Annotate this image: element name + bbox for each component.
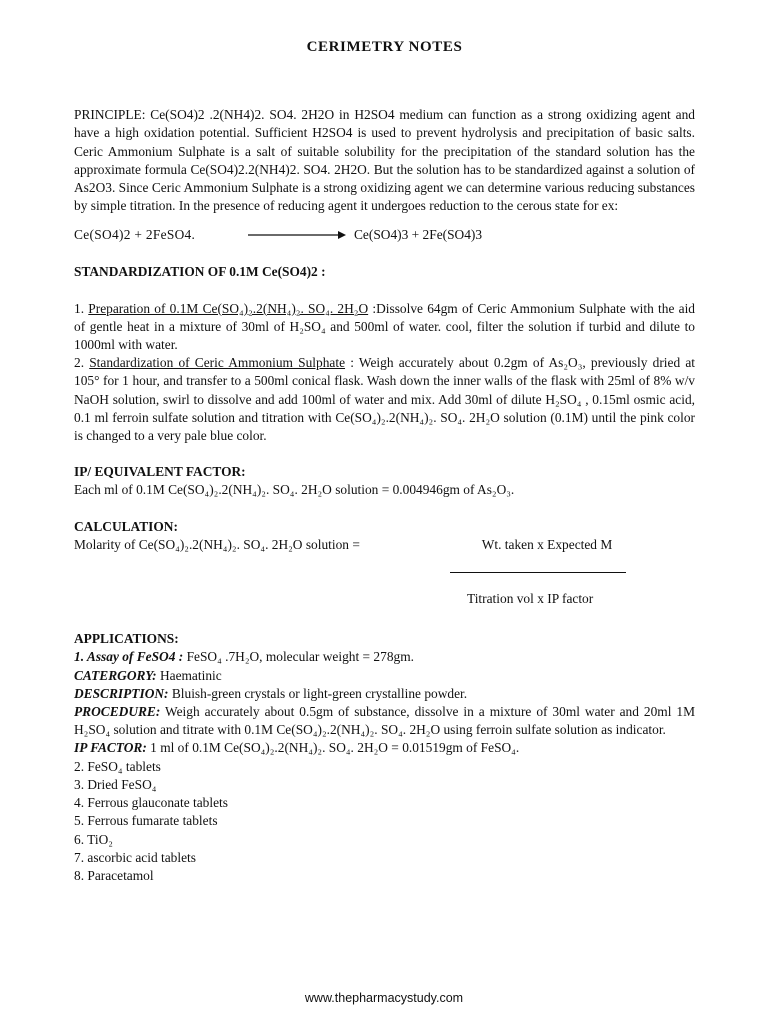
ip-factor-value: 1 ml of 0.1M Ce(SO₄)₂.2(NH₄)₂. SO₄. 2H₂O = 0.01519gm of FeSO₄. bbox=[146, 740, 520, 756]
procedure-label: PROCEDURE: bbox=[74, 704, 161, 720]
description-line bbox=[74, 685, 695, 703]
category-label: CATERGORY: bbox=[74, 667, 157, 683]
equation-products: Ce(SO4)3 + 2Fe(SO4)3 bbox=[354, 227, 483, 243]
list-item: 3. Dried FeSO₄ bbox=[74, 776, 157, 792]
preparation-title: Preparation of 0.1M Ce(SO₄)₂.2(NH₄)₂. SO₄. 2H₂O bbox=[88, 300, 369, 316]
ip-factor-line bbox=[74, 739, 695, 757]
equation-reactants: Ce(SO4)2 + 2FeSO4. bbox=[74, 227, 196, 243]
document-page bbox=[74, 38, 695, 885]
category-line bbox=[74, 667, 695, 685]
standardization-title: Standardization of Ceric Ammonium Sulphate bbox=[89, 355, 346, 371]
calculation-numerator: Wt. taken x Expected M bbox=[481, 536, 613, 552]
ip-factor-text: Each ml of 0.1M Ce(SO₄)₂.2(NH₄)₂. SO₄. 2H₂O solution = 0.004946gm of As₂O₃. bbox=[74, 482, 515, 498]
category-text: Haematinic bbox=[156, 667, 222, 683]
preparation-paragraph bbox=[74, 300, 695, 355]
fraction-line bbox=[450, 572, 626, 574]
list-item: 5. Ferrous fumarate tablets bbox=[74, 813, 218, 829]
list-item: 4. Ferrous glauconate tablets bbox=[74, 795, 228, 811]
calculation-formula bbox=[74, 536, 695, 554]
assay-line bbox=[74, 648, 695, 666]
assay-text: FeSO₄ .7H₂O, molecular weight = 278gm. bbox=[183, 649, 414, 665]
principle-paragraph: PRINCIPLE: Ce(SO4)2 .2(NH4)2. SO4. 2H2O in H2SO4 medium can function as a strong oxidizing agent and have a high oxidation potential. Sufficient H2SO4 is used to prevent hydrolysis and precipitation of basic salts. Ceric Ammonium Sulphate is a salt of suitable solubility for the precipitation of the standard solution has the approximate formula Ce(SO4)2.2(NH4)2. SO4. 2H2O. But the solution has to be standardized against a solution of As2O3. Since Ceric Ammonium Sulphate is a strong oxidizing agent we can determine various reducing substances by simple titration. In the presence of reducing agent it undergoes reduction to the cerous state for ex: bbox=[74, 107, 695, 214]
assay-label: 1. Assay of FeSO4 : bbox=[74, 649, 184, 665]
item-number: 2. bbox=[74, 355, 90, 371]
list-item: 7. ascorbic acid tablets bbox=[74, 849, 196, 865]
list-item: 2. FeSO₄ tablets bbox=[74, 758, 161, 774]
calculation-denominator: Titration vol x IP factor bbox=[467, 591, 594, 607]
list-item: 8. Paracetamol bbox=[74, 867, 154, 883]
document-title: CERIMETRY NOTES bbox=[306, 39, 463, 55]
item-number: 1. bbox=[74, 300, 89, 316]
calculation-heading: CALCULATION: bbox=[74, 518, 178, 534]
standardization-text: : Weigh accurately about 0.2gm of As₂O₃, previously dried at 105° for 1 hour, and transfer to a 500ml conical flask. Wash down the inner walls of the flask with 25ml of 8% w/v NaOH solution, swirl to dissolve and add 100ml of water and mix. Add 30ml of dilute H₂SO₄ , 0.15ml osmic acid, 0.1 ml ferroin sulfate solution and titration with Ce(SO₄)₂.2(NH₄)₂. SO₄. 2H₂O solution (0.1M) until the pink color is changed to a very pale blue color. bbox=[74, 355, 695, 444]
standardization-heading: STANDARDIZATION OF 0.1M Ce(SO4)2 : bbox=[74, 264, 326, 280]
ip-factor-label: IP FACTOR: bbox=[74, 740, 147, 756]
reaction-equation bbox=[74, 225, 695, 245]
description-label: DESCRIPTION: bbox=[74, 685, 169, 701]
list-item: 6. TiO₂ bbox=[74, 831, 113, 847]
ip-factor-heading: IP/ EQUIVALENT FACTOR: bbox=[74, 464, 246, 480]
reaction-arrow-icon bbox=[246, 229, 346, 241]
calculation-left: Molarity of Ce(SO₄)₂.2(NH₄)₂. SO₄. 2H₂O solution = bbox=[74, 536, 360, 552]
standardization-paragraph bbox=[74, 354, 695, 445]
applications-heading: APPLICATIONS: bbox=[74, 631, 179, 647]
procedure-paragraph bbox=[74, 703, 695, 739]
footer-url: www.thepharmacystudy.com bbox=[304, 991, 464, 1005]
preparation-text: :Dissolve 64gm of Ceric Ammonium Sulphate with the aid of gentle heat in a mixture of 30ml of H₂SO₄ and 500ml of water. cool, filter the solution if turbid and dilute to 1000ml with water. bbox=[74, 300, 695, 353]
procedure-text: Weigh accurately about 0.5gm of substance, dissolve in a mixture of 30ml water and 20ml 1M H₂SO₄ solution and titrate with 0.1M Ce(SO₄)₂.2(NH₄)₂. SO₄. 2H₂O using ferroin sulfate solution as indicator. bbox=[74, 704, 695, 738]
description-text: Bluish-green crystals or light-green crystalline powder. bbox=[168, 685, 468, 701]
